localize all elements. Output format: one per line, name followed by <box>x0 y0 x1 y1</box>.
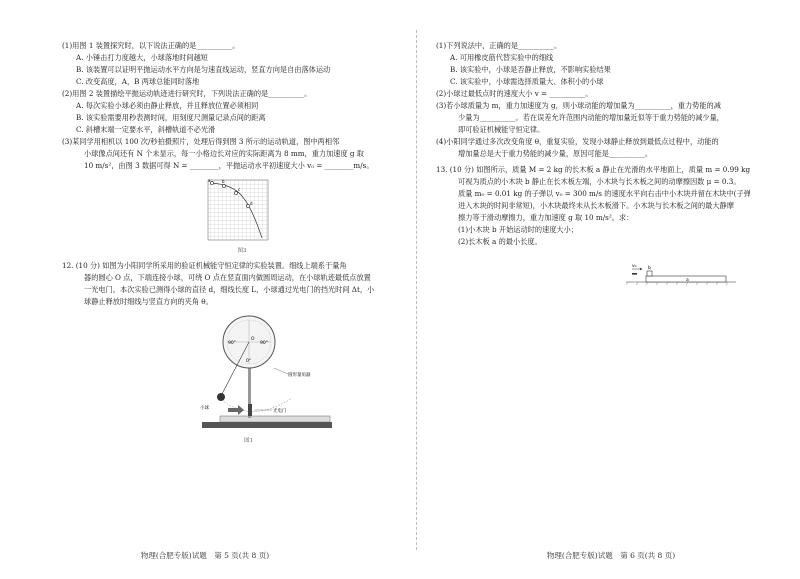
figure-1-apparatus <box>192 312 352 442</box>
right-page <box>422 0 800 579</box>
photogate <box>248 404 252 416</box>
q12-line2: 器的圆心 O 点，下端连接小球，可绕 O 点在竖直面内做圆周运动，在小球轨迹最低点放置 <box>84 273 371 282</box>
q12-part2: (2)小球过最低点时的速度大小 v = __________。 <box>436 89 593 98</box>
q12-part4-line1: (4)小阳同学通过多次改变角度 θ，重复实验，发现小球静止释放到最低点过程中，动能的 <box>436 137 719 146</box>
label-point-a: a <box>208 178 211 183</box>
q12-line4: 球静止释放时细线与竖直方向的夹角 θ。 <box>84 297 213 306</box>
figure-3-grid <box>202 176 280 244</box>
q11-part2-option-a: A. 每次实验小球必须由静止释放，并且释放位置必须相同 <box>76 101 259 110</box>
q12-part3-line3: 即可验证机械能守恒定律。 <box>458 125 545 134</box>
q11-part1-option-b: B. 该装置可以证明平抛运动水平方向是匀速直线运动，竖直方向是自由落体运动 <box>76 65 331 74</box>
q13-line5: 擦力等于滑动摩擦力，重力加速度 g 取 10 m/s²。求： <box>458 213 634 222</box>
track <box>220 416 330 422</box>
label-point-b: b <box>222 179 225 184</box>
figure-q13-diagram <box>626 256 736 286</box>
q12-part1-option-c: C. 该实验中，小球需选择质量大、体积小的小球 <box>450 77 604 86</box>
base-board <box>202 422 332 428</box>
q12-line3: 一光电门。本次实验已测得小球的直径 d，细线长度 L，小球通过光电门的挡光时间 Δt，小 <box>84 285 375 294</box>
figure-1 <box>192 312 352 446</box>
figure-3-caption: 图3 <box>237 248 247 254</box>
figure-3 <box>202 176 282 254</box>
right-footer: 物理(合肥专版)试题 第 6 页(共 8 页) <box>546 551 676 560</box>
label-90-right: 90° <box>260 341 268 346</box>
q11-part1: (1)用图 1 装置探究时，以下说法正确的是__________。 <box>62 41 240 50</box>
label-b: b <box>648 266 651 271</box>
q13-line3: 质量 m₀ = 0.01 kg 的子弹以 v₀ = 300 m/s 的速度水平向右击中小木块并留在木块中(子弹 <box>458 189 751 198</box>
figure-q13 <box>626 256 736 290</box>
label-ball: 小球 <box>200 406 209 411</box>
q12-part1-option-a: A. 可用橡皮筋代替实验中的细线 <box>450 53 554 62</box>
q12-part1-option-b: B. 该实验中，小球是否静止释放，不影响实验结果 <box>450 65 611 74</box>
label-point-d: d <box>250 201 253 206</box>
label-photogate: 光电门 <box>273 409 287 414</box>
left-footer: 物理(合肥专版)试题 第 5 页(共 8 页) <box>140 551 270 560</box>
q11-part2-option-b: B. 该实验需要用秒表测时间，用刻度尺测量记录点间的距离 <box>76 113 266 122</box>
ball <box>217 393 225 401</box>
page-divider <box>416 30 417 550</box>
q11-part2: (2)用图 2 装置描绘平抛运动轨迹进行研究时，下列说法正确的是__________。 <box>62 89 312 98</box>
figure-1-caption: 图1 <box>244 438 253 444</box>
q13-line4: 进入木块的时间非常短)，小木块最终未从长木板滑下。小木块与长木板之间的最大静摩 <box>458 201 734 210</box>
q13-sub2: (2)长木板 a 的最小长度。 <box>458 237 542 246</box>
label-90-left: 90° <box>228 341 236 346</box>
label-v0: v₀ <box>632 264 637 269</box>
point-b <box>222 184 225 187</box>
q12-part1: (1)下列说法中，正确的是__________。 <box>436 41 562 50</box>
label-0: 0° <box>246 359 252 364</box>
q11-part3-line2: 小球像点间还有 N 个未显示，每一小格边长对应的实际距离为 8 mm，重力加速度 g 取 <box>84 149 364 158</box>
q11-part1-option-a: A. 小锤击打力度越大，小球落地时间越短 <box>76 53 208 62</box>
q11-part2-option-c: C. 斜槽末端一定要水平，斜槽轨道不必光滑 <box>76 125 216 134</box>
q11-part3-line3: 10 m/s²，由图 3 数据可得 N = ________，平抛运动水平初速度大小 v₀ = ________m/s。 <box>84 161 374 170</box>
point-a <box>210 181 213 184</box>
label-o: O <box>251 337 255 342</box>
q12-part3-line1: (3)若小球质量为 m，重力加速度为 g，则小球动能的增加量为__________，重力势能的减 <box>436 101 721 110</box>
q12-part3-line2: 少量为__________。若在误差允许范围内动能的增加量近似等于重力势能的减少量， <box>458 113 724 122</box>
label-protractor: 圆形量角器 <box>288 373 311 378</box>
q12-part4-line2: 增加量总是大于重力势能的减少量，原因可能是__________。 <box>458 149 653 158</box>
q12-line1: 12. (10 分) 如图为小阳同学所采用的验证机械能守恒定律的实验装置。细线上端系于量角 <box>62 261 347 270</box>
bullet <box>632 273 637 275</box>
q13-sub1: (1)小木块 b 开始运动时的速度大小； <box>458 225 578 234</box>
block-b <box>647 271 652 276</box>
q13-line2: 可视为质点的小木块 b 静止在长木板左端，小木块与长木板之间的动摩擦因数 μ = 0.3。 <box>458 177 741 186</box>
q13-line1: 13. (10 分) 如图所示，质量 M = 2 kg 的长木板 a 静止在光滑的水平地面上，质量 m = 0.99 kg <box>436 165 751 174</box>
label-a: a <box>686 278 689 283</box>
q11-part3-line1: (3)某同学用相机以 100 次/秒拍摄照片，处理后得到图 3 所示的运动轨道，图中两相邻 <box>62 137 340 146</box>
q11-part1-option-c: C. 改变高度，A，B 两球总能同时落地 <box>76 77 200 86</box>
label-point-c: c <box>238 187 241 192</box>
